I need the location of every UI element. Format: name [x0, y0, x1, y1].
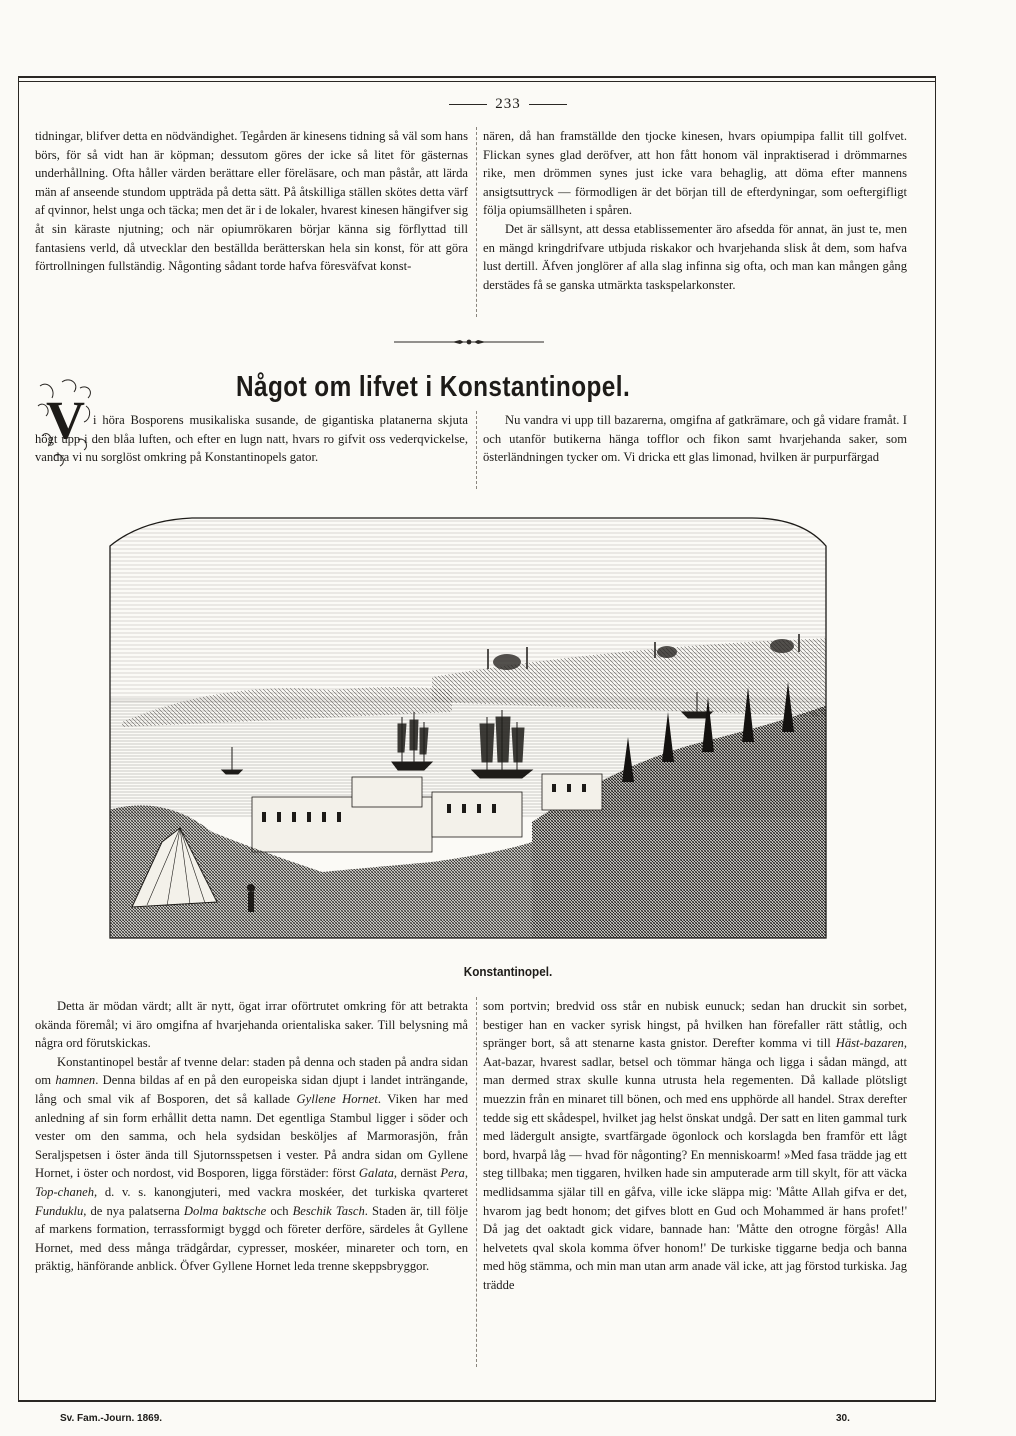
bottom-border-rule [18, 1400, 936, 1402]
intro-left-paragraph: i höra Bosporens musikaliska susande, de gigantiska platanerna skjuta högt upp i den blåa luften, och efter en lugn natt, hvars ro gifvit oss vederqvickelse, vandra vi nu sorglöst omkring på Konstantinopels gator. [35, 413, 468, 465]
right-border-rule [935, 76, 936, 1402]
lower-left-paragraph-2: Konstantinopel består af tvenne delar: staden på denna och staden på andra sidan om hamnen. Denna bildas af en på den europeiska sidan djupt i landet inträngande, lång och smal vik af Bosporen, det så kallade Gyllene Hornet. Viken har med anledning af sin form erhållit detta namn. Det egentliga Stambul ligger i söder och vester om den samma, och hela sydsidan besköljes af Marmorasjön, från Seraljspetsen i öster ända till Sjutornsspetsen i vester. På andra sidan om Gyllene Hornet, i öster och nordost, vid Bosporen, ligga förstäder: först Galata, dernäst Pera, Top-chaneh, d. v. s. kanongjuteri, med vackra moskéer, det turkiska qvarteret Funduklu, de nya palatserna Dolma baktsche och Beschik Tasch. Staden är, till följe af markens formation, terrassformigt byggd och företer derföre, särdeles åt Gyllene Hornet, med dess många trädgårdar, cypresser, moskéer, minareter och torn, en präktig, hänförande anblick. Öfver Gyllene Hornet leda trenne skeppsbryggor. [35, 1054, 468, 1274]
top-right-paragraph-1: nären, då han framställde den tjocke kinesen, hvars opiumpipa fallit till golfvet. Flickan synes glad deröfver, att hon fått honom väl inpraktiserad i drömmarnes rike, men drömmen synes just icke vara behaglig, att döma efter mannens ansigtsuttryck — förmodligen är det början till de efterdyningar, som oeftergifligt följa opiumsällheten i spåren. [483, 129, 907, 218]
top-left-column [35, 127, 468, 276]
column-gutter-top [476, 127, 477, 317]
lower-right-column [483, 997, 907, 1295]
lower-right-paragraph: som portvin; bredvid oss står en nubisk eunuck; sedan han druckit sin sorbet, bestiger han en vacker syrisk hingst, på hvilken han förefaller rätt ståtlig, och spränger bort, så att stenarne kasta gnistor. Derefter komma vi till Häst-bazaren, Aat-bazar, hvarest sadlar, betsel och tömmar hänga och ligga i sådan mängd, att man dermed strax skulle kunna utrusta hela regementen. Då kallade plötsligt muezzin från en minaret till bönen, och med ens upphörde all handel. Strax derefter tedde sig ett skådespel, hvilket jag helst önskat undgå. Der satt en liten gammal turk med lädergult ansigte, svartfärgade ögonlock och korslagda ben framför ett lågt bord, hvarpå låg — hvad för någonting? En menniskoarm! »Med fasa trädde jag ett steg tillbaka; men tiggaren, hvilken hade sin amputerade arm till skylt, för att väcka medlidsamma själar till en gåfva, ville icke släppa mig: 'Måtte Allah gifva er det, hvarom jag bedt honom; det gifves blott en Gud och Mohammed är hans profet!' Då jag det oaktadt gick vidare, bannade han: 'Måtte den otrogne förgås! Alla helvetets qval skola komma öfver honom!' De turkiske tiggarne bedja och banna med hög stämma, och min man utan arm anade väl icke, att jag förstod turkiska. Jag trädde [483, 999, 907, 1292]
top-left-paragraph: tidningar, blifver detta en nödvändighet. Tegården är kinesens tidning så väl som hans börs, för så vidt han är köpman; dessutom göres der icke så litet för gästernas underhållning. Ofta håller värden berättare eller föreläsare, och man påstår, att lärda män af anseende stundom uppträda på detta sätt. På åtskilliga ställen skötes detta värf af qvinnor, helst unga och täcka; men det är i de lokaler, hvarest kinesen hängifver sig åt sin käraste njutning; och när opiumrökaren börjar känna sig förflyttad till fantasiens verld, då utvecklar den beställda berätterskan hela sin konst, för att göra förtrollningen fullständig. Någonting sådant torde hafva föresväfvat konst- [35, 129, 468, 274]
article-title: Något om lifvet i Konstantinopel. [236, 371, 631, 403]
intro-right-column [483, 411, 907, 467]
dropcap-letter: V [46, 390, 85, 450]
column-gutter-intro [476, 411, 477, 489]
footer-sheet-number: 30. [836, 1413, 850, 1424]
image-caption: Konstantinopel. [463, 964, 553, 979]
top-border-rule-thin [18, 81, 936, 82]
column-gutter-lower [476, 997, 477, 1367]
lower-left-column [35, 997, 468, 1276]
top-right-column [483, 127, 907, 294]
top-right-paragraph-2: Det är sällsynt, att dessa etablissementer äro afsedda för annat, än just te, men en mängd kringdrifvare utbjuda riskakor och hvarjehanda slisk åt dem, som hafva lust dertill. Äfven jonglörer af alla slag infinna sig ofta, och man kan mången gång derstädes få se ganska utmärkta taskspelarkonster. [483, 221, 907, 292]
intro-left-column [35, 411, 468, 467]
page-number [0, 96, 1016, 113]
footer-journal: Sv. Fam.-Journ. 1869. [60, 1413, 163, 1424]
section-divider-ornament [394, 339, 544, 345]
constantinople-engraving [102, 512, 836, 942]
page-number-text: 233 [495, 96, 521, 112]
intro-right-paragraph: Nu vandra vi upp till bazarerna, omgifna af gatkrämare, och gå vidare framåt. I och utanför butikerna hänga tofflor och fikon samt hvarjehanda saker, som österländningen tycker om. Vi dricka ett glas limonad, hvilken är purpurfärgad [483, 413, 907, 465]
left-border-rule [18, 76, 19, 1402]
top-border-rule [18, 76, 936, 78]
lower-left-paragraph-1: Detta är mödan värdt; allt är nytt, ögat irrar oförtrutet omkring för att betrakta okända föremål; vi äro omgifna af hvarjehanda orientaliska saker. Till belysning må några ord förutskickas. [35, 999, 468, 1051]
